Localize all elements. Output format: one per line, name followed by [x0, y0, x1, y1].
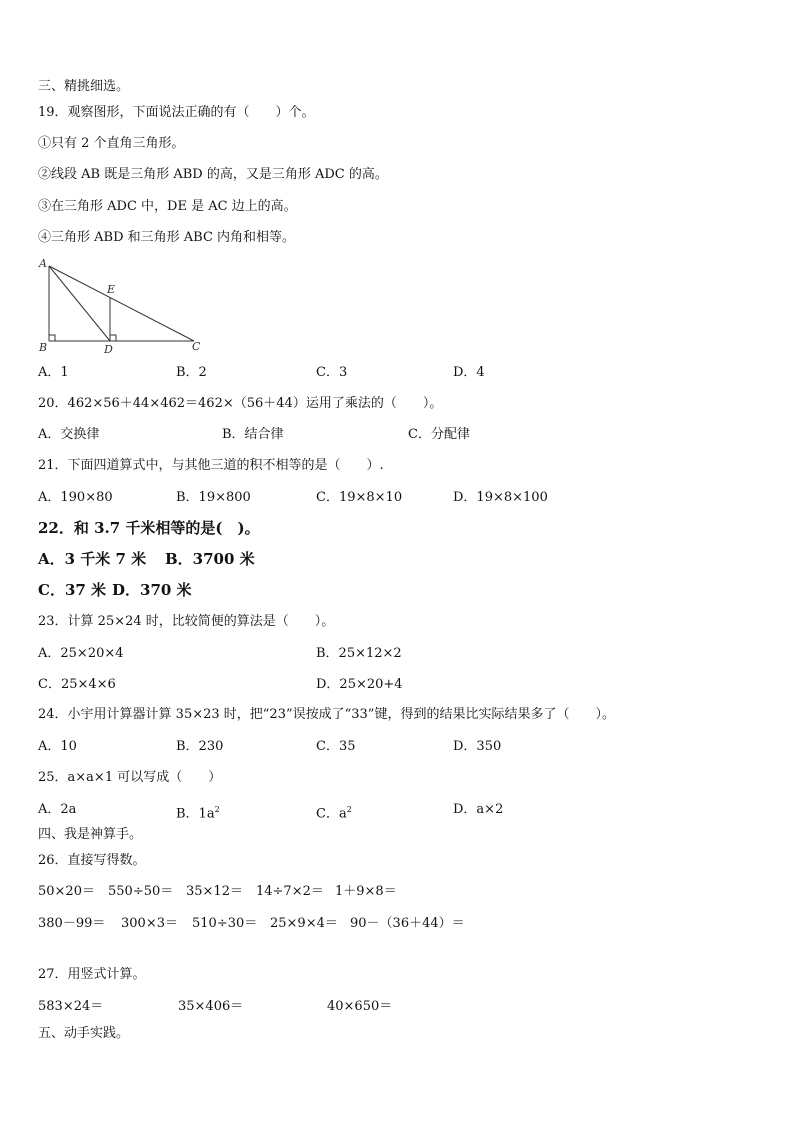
question-22-stem: 22．和 3.7 千米相等的是( )。 [38, 519, 260, 537]
calc-item: 90－（36＋44）＝ [350, 916, 465, 931]
q22-option-d[interactable]: D．370 米 [112, 581, 192, 599]
calc-item: 35×12＝ [186, 884, 243, 899]
label-c: C [192, 340, 201, 353]
q21-option-b[interactable]: B．19×800 [176, 490, 251, 505]
q23-option-a[interactable]: A．25×20×4 [38, 646, 124, 661]
calc-item: 25×9×4＝ [270, 916, 338, 931]
statement-3: ③在三角形 ADC 中，DE 是 AC 边上的高。 [38, 199, 297, 214]
q22-option-b[interactable]: B．3700 米 [165, 550, 255, 568]
q19-option-b[interactable]: B．2 [176, 365, 207, 380]
question-25-stem: 25．a×a×1 可以写成（ ） [38, 770, 222, 785]
statement-2: ②线段 AB 既是三角形 ABD 的高，又是三角形 ADC 的高。 [38, 167, 388, 182]
right-angle-mark-d [110, 335, 116, 341]
section-heading: 三、精挑细选。 [38, 79, 130, 94]
statement-4: ④三角形 ABD 和三角形 ABC 内角和相等。 [38, 230, 296, 245]
statement-1: ①只有 2 个直角三角形。 [38, 136, 185, 151]
q25-option-c-text: C．a [316, 806, 347, 822]
q25-option-b[interactable] [176, 802, 220, 822]
q21-option-a[interactable]: A．190×80 [38, 490, 113, 505]
segment-ad [49, 266, 110, 341]
vertical-calc-item: 40×650＝ [327, 999, 393, 1014]
q19-option-d[interactable]: D．4 [453, 365, 485, 380]
section-heading: 四、我是神算手。 [38, 827, 143, 842]
vertical-calc-item: 35×406＝ [178, 999, 244, 1014]
label-d: D [104, 343, 113, 355]
section-heading: 五、动手实践。 [38, 1026, 130, 1041]
triangle-figure [34, 255, 214, 355]
q24-option-d[interactable]: D．350 [453, 739, 502, 754]
label-a: A [39, 257, 47, 270]
q25-option-c-exponent: 2 [346, 805, 352, 814]
calc-item: 380－99＝ [38, 916, 106, 931]
question-19-stem: 19．观察图形，下面说法正确的有（ ）个。 [38, 105, 315, 120]
q20-option-c[interactable]: C．分配律 [408, 427, 470, 442]
q22-option-c[interactable]: C．37 米 [38, 581, 107, 599]
vertical-calc-item: 583×24＝ [38, 999, 104, 1014]
q25-option-a[interactable]: A．2a [38, 802, 77, 817]
label-e: E [107, 283, 116, 296]
q24-option-a[interactable]: A．10 [38, 739, 77, 754]
q22-option-a[interactable]: A．3 千米 7 米 [38, 550, 147, 568]
q21-option-c[interactable]: C．19×8×10 [316, 490, 403, 505]
q24-option-b[interactable]: B．230 [176, 739, 224, 754]
calc-item: 50×20＝ [38, 884, 95, 899]
q20-option-a[interactable]: A．交换律 [38, 427, 100, 442]
calc-item: 510÷30＝ [192, 916, 258, 931]
question-26-stem: 26．直接写得数。 [38, 853, 146, 868]
segment-ac [49, 266, 194, 341]
q23-option-b[interactable]: B．25×12×2 [316, 646, 402, 661]
question-27-stem: 27．用竖式计算。 [38, 967, 146, 982]
q25-option-b-exponent: 2 [214, 805, 220, 814]
q24-option-c[interactable]: C．35 [316, 739, 356, 754]
q23-option-c[interactable]: C．25×4×6 [38, 677, 116, 692]
calc-item: 1＋9×8＝ [335, 884, 397, 899]
q25-option-c[interactable] [316, 802, 352, 822]
q19-option-c[interactable]: C．3 [316, 365, 348, 380]
calc-item: 300×3＝ [121, 916, 178, 931]
q23-option-d[interactable]: D．25×20+4 [316, 677, 403, 692]
label-b: B [39, 341, 48, 354]
q20-option-b[interactable]: B．结合律 [222, 427, 284, 442]
calc-item: 14÷7×2＝ [256, 884, 324, 899]
question-23-stem: 23．计算 25×24 时，比较简便的算法是（ ）。 [38, 614, 335, 629]
right-angle-mark-b [49, 335, 55, 341]
question-20-stem: 20．462×56＋44×462＝462×（56＋44）运用了乘法的（ ）。 [38, 396, 443, 411]
question-21-stem: 21．下面四道算式中，与其他三道的积不相等的是（ ）. [38, 458, 384, 473]
calc-item: 550÷50＝ [108, 884, 174, 899]
q19-option-a[interactable]: A．1 [38, 365, 69, 380]
q21-option-d[interactable]: D．19×8×100 [453, 490, 548, 505]
q25-option-b-text: B．1a [176, 806, 215, 822]
question-24-stem: 24．小宇用计算器计算 35×23 时，把“23”误按成了“33”键，得到的结果比实际结果多了（ ）。 [38, 707, 615, 722]
q25-option-d[interactable]: D．a×2 [453, 802, 504, 817]
